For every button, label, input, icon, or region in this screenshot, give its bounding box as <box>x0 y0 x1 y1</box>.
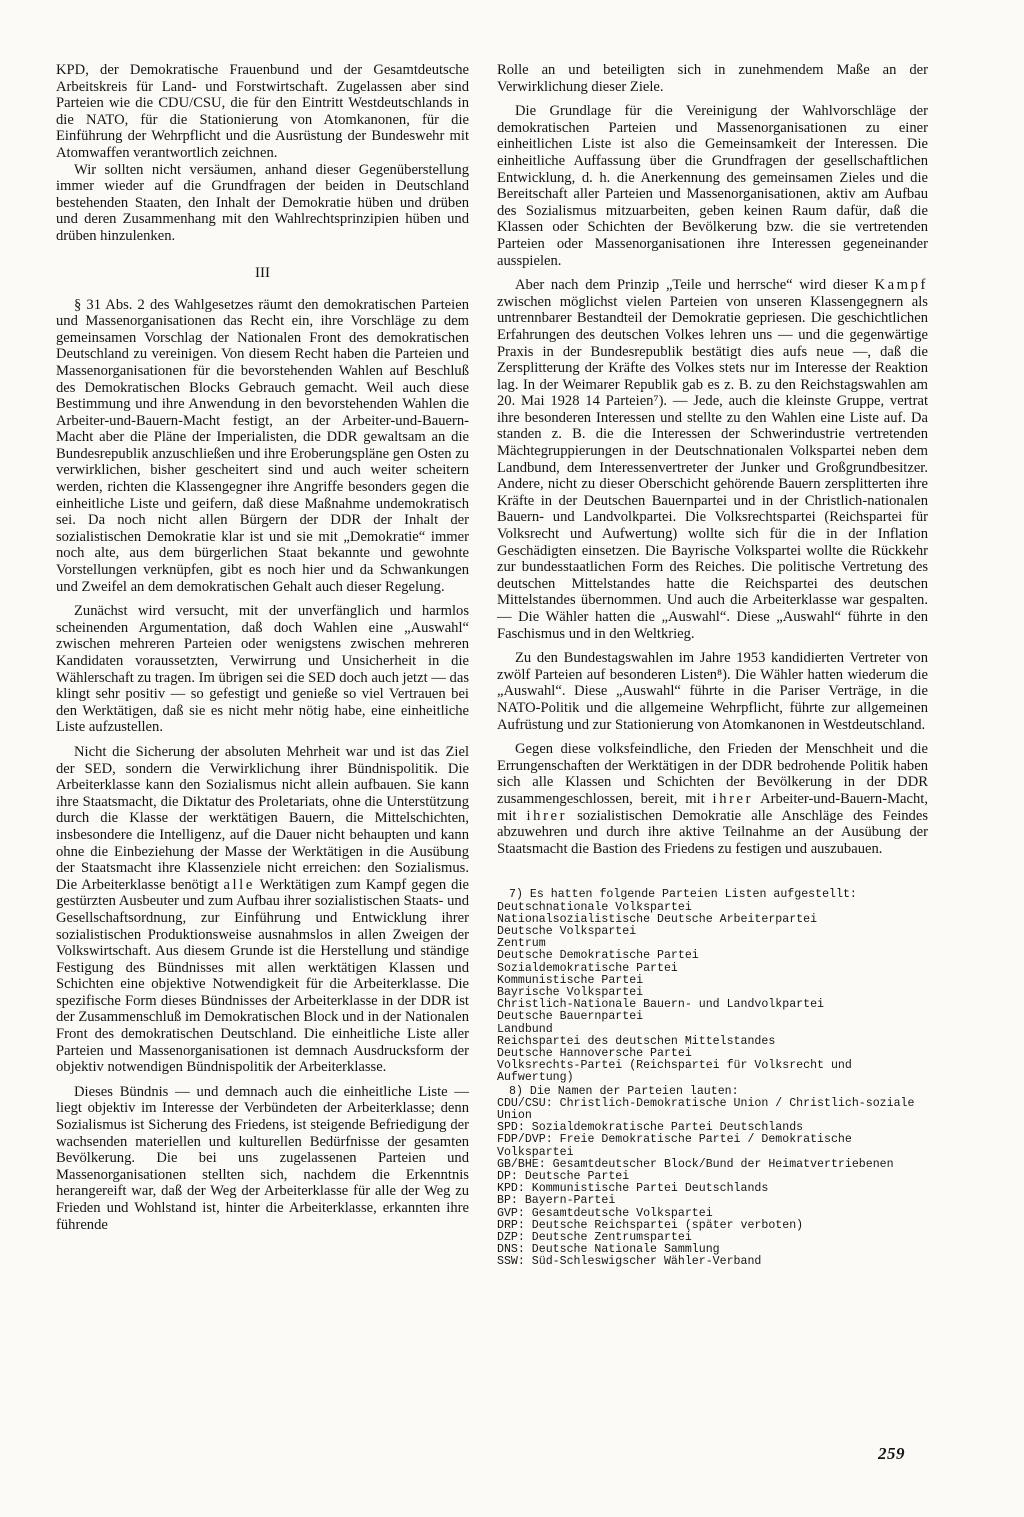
footnote-item: Volksrechts-Partei (Reichspartei für Volksrecht und Aufwertung) <box>497 1059 852 1085</box>
footnote-item: Deutschnationale Volkspartei <box>497 900 692 914</box>
footnote-item: DNS: Deutsche Nationale Sammlung <box>497 1243 720 1257</box>
spaced-emphasis: alle <box>223 876 255 893</box>
footnote-intro: 8) Die Namen der Parteien lauten: <box>509 1084 739 1098</box>
paragraph <box>56 744 469 1076</box>
paragraph: KPD, der Demokratische Frauenbund und der Gesamtdeutsche Arbeitskreis für Land- und Forstwirtschaft. Zugelassen aber sind Parteien wie die CDU/CSU, die für den Eintritt Westdeutschlands in die NATO, für die Stationierung von Atomkanonen, für die Einführung der Wehrpflicht und die Ausrüstung der Bundeswehr mit Atomwaffen verantwortlich zeichnen. <box>56 62 469 161</box>
footnote-item: Zentrum <box>497 937 546 951</box>
footnote-item: DZP: Deutsche Zentrumspartei <box>497 1231 692 1244</box>
footnote-item: Bayrische Volkspartei <box>497 985 644 999</box>
footnotes <box>497 889 928 1268</box>
right-column <box>497 62 928 1270</box>
page-number: 259 <box>878 1444 905 1463</box>
footnote-item: Christlich-Nationale Bauern- und Landvolkpartei <box>497 998 824 1012</box>
paragraph: Zunächst wird versucht, mit der unverfänglich und harmlos scheinenden Argumentation, daß doch Wahlen eine „Auswahl“ zwischen mehreren Parteien oder wenigstens zwischen mehreren Kandidaten voraussetzten, Verwirrung und Unsicherheit in die Wählerschaft zu tragen. Im übrigen sei die SED doch auch jetzt — das klingt sehr positiv — so gefestigt und genieße so viel Vertrauen bei den Werktätigen, daß sie es nicht mehr nötig habe, eine einheitliche Liste aufzustellen. <box>56 603 469 736</box>
footnote-item: Reichspartei des deutschen Mittelstandes <box>497 1034 776 1048</box>
footnote-7 <box>497 889 928 1084</box>
spaced-emphasis: ihrer <box>712 790 754 807</box>
paragraph: § 31 Abs. 2 des Wahlgesetzes räumt den demokratischen Parteien und Massenorganisationen das Recht ein, ihre Vorschläge zu dem gemeinsamen Vorschlag der Nationalen Front des demokratischen Deutschland zu vereinigen. Von diesem Recht haben die Parteien und Massenorganisationen für die bevorstehenden Wahlen auf Beschluß des Demokratischen Blocks Gebrauch gemacht. Weil auch diese Bestimmung und ihre Anwendung in den bevorstehenden Wahlen die Arbeiter-und-Bauern-Macht festigt, an der Arbeiter-und-Bauern-Macht aber die Pläne der Imperialisten, die DDR gewaltsam an die Bundesrepublik anzuschließen und ihre Eroberungspläne gen Osten zu verwirklichen, bisher gescheitert sind und auch weiter scheitern werden, richten die Klassengegner ihre Angriffe besonders gegen die einheitliche Liste und geifern, daß diese Maßnahme undemokratisch sei. Da noch nicht allen Bürgern der DDR der Inhalt der sozialistischen Demokratie klar ist und sie mit „Demokratie“ immer noch alte, aus dem bürgerlichen Staat bekannte und gewohnte Vorstellungen verknüpfen, gibt es noch hier und da Schwankungen und Zweifel an dem demokratischen Gehalt auch dieser Regelung. <box>56 296 469 595</box>
footnote-item: Deutsche Hannoversche Partei <box>497 1046 692 1060</box>
footnote-item: Deutsche Demokratische Partei <box>497 949 699 963</box>
text-run: Gegen diese volksfeindliche, den Frieden der Menschheit und die Errungenschaften der Werktätigen in der DDR bedrohende Politik haben sich alle Klassen und Schichten der Bevölkerung in der DDR zusammengeschlossen, bereit, mit <box>497 741 928 807</box>
section-heading: III <box>255 264 270 281</box>
paragraph: Wir sollten nicht versäumen, anhand dieser Gegenüberstellung immer wieder auf die Grundfragen der beiden in Deutschland bestehenden Staaten, den Inhalt der Demokratie hüben und drüben und deren Zusammenhang mit den Wahlrechtsprinzipien hüben und drüben hinzulenken. <box>56 161 469 244</box>
footnote-item: Kommunistische Partei <box>497 973 644 987</box>
footnote-item: Sozialdemokratische Partei <box>497 961 678 975</box>
footnote-item: Deutsche Bauernpartei <box>497 1010 644 1024</box>
footnote-item: DP: Deutsche Partei <box>497 1169 630 1183</box>
spaced-emphasis: ihrer <box>526 807 568 824</box>
footnote-item: FDP/DVP: Freie Demokratische Partei / Demokratische Volkspartei <box>497 1133 852 1159</box>
text-run: zwischen möglichst vielen Parteien von unseren Klassengegnern als untrennbarer Bestandteil der Demokratie gepriesen. Die geschichtlichen Erfahrungen des deutschen Volkes lehren uns — und die gegenwärtige Praxis in der Bundesrepublik bestätigt dies aufs neue —, daß die Zersplitterung der Kräfte des Volkes stets nur im Interesse der Reaktion lag. In der Weimarer Republik gab es z. B. zu den Reichstagswahlen am 20. Mai 1928 14 Parteien⁷). — Jede, auch die kleinste Gruppe, vertrat ihre besonderen Interessen und stellte zu den Wahlen eine Liste auf. Da standen z. B. die die Interessen der Schwerindustrie vertretenden Mächtegruppierungen in der Deutschnationalen Volkspartei neben dem Landbund, dem Interessenvertreter der Junker und Großgrundbesitzer. Andere, nicht zu dieser Oberschicht gehörende Bauern zersplitterten ihre Kräfte in der Deutschen Bauernpartei und in der Christlich-nationalen Bauern- und Landvolkpartei. Die Volksrechtspartei (Reichspartei für Volksrecht und Aufwertung) wollte sich für die in der Inflation Geschädigten einsetzen. Die Bayrische Volkspartei wollte die Rückkehr zur bundesstaatlichen Form des Reiches. Die politische Vertretung des deutschen Mittelstandes hatte die Reichspartei des deutschen Mittelstandes übernommen. Und auch die Arbeiterklasse war gespalten. — Die Wähler hatten die „Auswahl“. Diese „Auswahl“ führte in den Faschismus und in den Weltkrieg. <box>497 293 928 642</box>
footnote-item: Deutsche Volkspartei <box>497 924 637 938</box>
footnote-item: BP: Bayern-Partei <box>497 1194 616 1208</box>
text-run: Werktätigen zum Kampf gegen die gestürzten Ausbeuter und zum Aufbau ihrer sozialistischen Staats- und Gesellschaftsordnung, zur Einführung und Entwicklung ihrer sozialistischen Produktionsweise ausnahmslos in allen Zweigen der Volkswirtschaft. Aus diesem Grunde ist die Herstellung und ständige Festigung des Bündnisses mit allen werktätigen Klassen und Schichten eine objektive Notwendigkeit für die Arbeiterklasse. Die spezifische Form dieses Bündnisses der Arbeiterklasse in der DDR ist der Zusammenschluß im Demokratischen Block und in der Nationalen Front des demokratischen Deutschland. Die einheitliche Liste aller Parteien und Massenorganisationen ist demnach Ausdrucksform der objektiv notwendigen Bündnispolitik der Arbeiterklasse. <box>56 876 469 1076</box>
footnote-item: Nationalsozialistische Deutsche Arbeiterpartei <box>497 912 818 926</box>
paragraph: Rolle an und beteiligten sich in zunehmendem Maße an der Verwirklichung dieser Ziele. <box>497 62 928 95</box>
footnote-item: CDU/CSU: Christlich-Demokratische Union / Christlich-soziale Union <box>497 1096 915 1122</box>
footnote-item: SPD: Sozialdemokratische Partei Deutschlands <box>497 1121 804 1135</box>
paragraph: Zu den Bundestagswahlen im Jahre 1953 kandidierten Vertreter von zwölf Parteien auf besonderen Listen⁸). Die Wähler hatten wiederum die „Auswahl“. Diese „Auswahl“ führte in die Pariser Verträge, in die NATO-Politik und die allgemeine Wehrpflicht, führte zur allgemeinen Aufrüstung und zur Stationierung von Atomkanonen in Westdeutschland. <box>497 650 928 733</box>
footnote-item: KPD: Kommunistische Partei Deutschlands <box>497 1182 769 1196</box>
footnote-item: GB/BHE: Gesamtdeutscher Block/Bund der Heimatvertriebenen <box>497 1157 894 1171</box>
text-run: Nicht die Sicherung der absoluten Mehrheit war und ist das Ziel der SED, sondern die Verwirklichung ihrer Bündnispolitik. Die Arbeiterklasse kann den Sozialismus nicht allein aufbauen. Sie kann ihre Staatsmacht, die Diktatur des Proletariats, ohne die Unterstützung durch die Klasse der werktätigen Bauern, die Mittelschichten, insbesondere die Intelligenz, auf die Dauer nicht behaupten und kann ohne die Einbeziehung der Masse der Werktätigen in die Ausübung der Staatsmacht ihre Klassenziele nicht erreichen: den Sozialismus. Die Arbeiterklasse benötigt <box>56 743 469 893</box>
left-column <box>56 62 469 1233</box>
paragraph <box>497 741 928 857</box>
paragraph: Dieses Bündnis — und demnach auch die einheitliche Liste — liegt objektiv im Interesse der Verbündeten der Arbeiterklasse; denn Sozialismus ist Sicherung des Friedens, ist steigende Befriedigung der wachsenden materiellen und kulturellen Bedürfnisse der gesamten Bevölkerung. Die bei uns zugelassenen Parteien und Massenorganisationen stellten sich, nachdem die Erkenntnis herangereift war, daß der Weg der Arbeiterklasse für alle der Weg zu Frieden und Wohlstand ist, hinter die Arbeiterklasse, erkannten ihre führende <box>56 1083 469 1233</box>
text-run: Arbeiter-und-Bauern-Macht, mit <box>497 790 928 824</box>
footnote-8 <box>497 1086 928 1269</box>
footnote-intro: 7) Es hatten folgende Parteien Listen aufgestellt: <box>509 888 857 902</box>
footnote-item: DRP: Deutsche Reichspartei (später verboten) <box>497 1218 804 1232</box>
footnote-item: Landbund <box>497 1022 553 1036</box>
paragraph <box>497 277 928 642</box>
footnote-item: SSW: Süd-Schleswigscher Wähler-Verband <box>497 1255 762 1269</box>
footnote-item: GVP: Gesamtdeutsche Volkspartei <box>497 1206 713 1220</box>
paragraph: Die Grundlage für die Vereinigung der Wahlvorschläge der demokratischen Parteien und Massenorganisationen zu einer einheitlichen Liste ist also die Gemeinsamkeit der Interessen. Die einheitliche Auffassung über die Grundfragen der gesellschaftlichen Entwicklung, d. h. die Anerkennung des gemeinsamen Zieles und die Bereitschaft aller Parteien und Massenorganisationen, aktiv am Aufbau des Sozialismus mitzuarbeiten, geben keinen Raum dafür, daß die Klassen oder Schichten der Bevölkerung bzw. die sie vertretenden Parteien oder Massenorganisationen ihre Interessen gegeneinander ausspielen. <box>497 103 928 269</box>
text-run: Aber nach dem Prinzip „Teile und herrsche“ wird dieser <box>515 277 868 294</box>
spaced-emphasis: Kampf <box>874 277 928 294</box>
text-run: sozialistischen Demokratie alle Anschläge des Feindes abzuwehren und durch ihre aktive Teilnahme an der Ausübung der Staatsmacht die Bastion des Friedens zu festigen und auszubauen. <box>497 807 929 857</box>
